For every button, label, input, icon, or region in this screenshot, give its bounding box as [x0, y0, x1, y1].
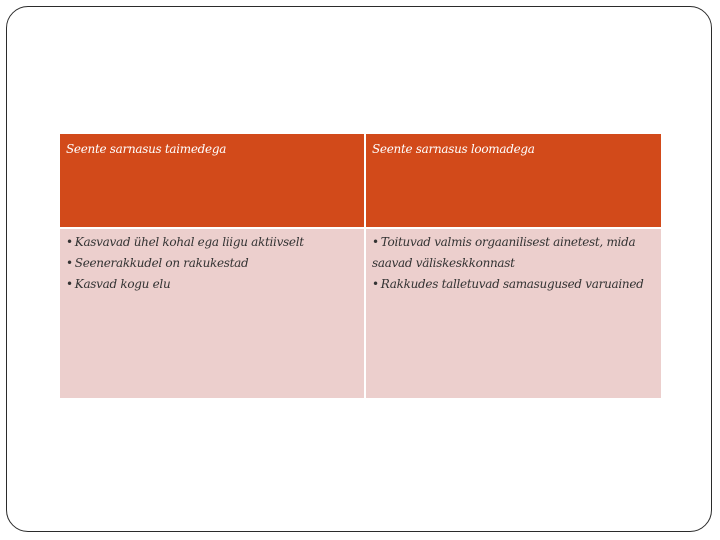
- comparison-table: [60, 134, 661, 398]
- table-row: [60, 229, 661, 398]
- list-item: • Kasvavad ühel kohal ega liigu aktiivselt: [66, 232, 358, 253]
- list-item: • Seenerakkudel on rakukestad: [66, 253, 358, 274]
- body-cell-animals: [366, 229, 661, 398]
- list-item: • Toituvad valmis orgaanilisest ainetest, mida saavad väliskeskkonnast: [372, 232, 655, 274]
- header-cell-plants: [60, 134, 364, 227]
- header-label-plants: Seente sarnasus taimedega: [66, 142, 227, 156]
- header-cell-animals: [366, 134, 661, 227]
- table-header-row: [60, 134, 661, 227]
- list-item: • Kasvad kogu elu: [66, 274, 358, 295]
- list-item: • Rakkudes talletuvad samasugused varuained: [372, 274, 655, 295]
- header-label-animals: Seente sarnasus loomadega: [372, 142, 535, 156]
- body-cell-plants: [60, 229, 364, 398]
